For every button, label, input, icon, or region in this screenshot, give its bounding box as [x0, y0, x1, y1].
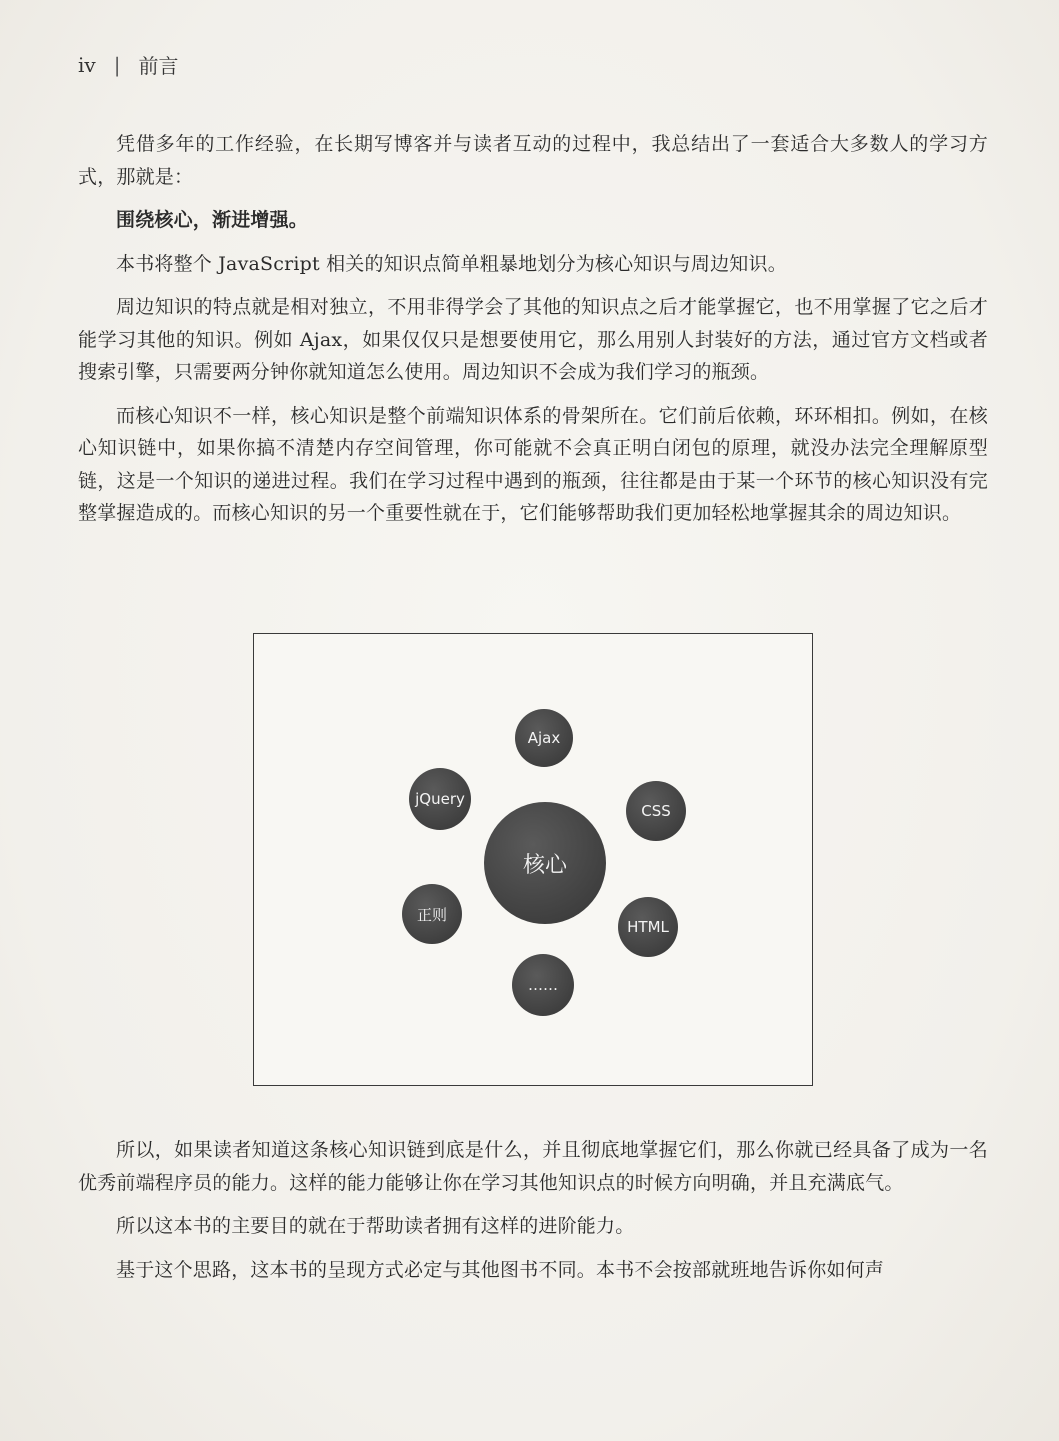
bubble-html: HTML — [618, 897, 678, 957]
core-knowledge-diagram — [253, 633, 813, 1086]
paragraph-purpose: 所以这本书的主要目的就在于帮助读者拥有这样的进阶能力。 — [116, 1215, 635, 1237]
bubble-css: CSS — [626, 781, 686, 841]
body-text-bottom — [78, 1134, 988, 1297]
bubble-more: …… — [512, 954, 574, 1016]
paragraph-division: 本书将整个 JavaScript 相关的知识点简单粗暴地划分为核心知识与周边知识。 — [116, 252, 787, 275]
running-head — [78, 50, 178, 79]
bubble-ajax: Ajax — [515, 709, 573, 767]
paragraph-intro: 凭借多年的工作经验，在长期写博客并与读者互动的过程中，我总结出了一套适合大多数人的学习方式，那就是： — [78, 133, 988, 188]
paragraph-peripheral: 周边知识的特点就是相对独立，不用非得学会了其他的知识点之后才能掌握它，也不用掌握了它之后才能学习其他的知识。例如 Ajax，如果仅仅只是想要使用它，那么用别人封装好的方法，通过官方文档或者搜索引擎，只需要两分钟你就知道怎么使用。周边知识不会成为我们学习的瓶颈。 — [78, 296, 988, 383]
body-text-top — [78, 128, 988, 541]
paragraph-motto: 围绕核心，渐进增强。 — [116, 209, 309, 231]
header-separator: | — [113, 52, 121, 77]
paragraph-approach: 基于这个思路，这本书的呈现方式必定与其他图书不同。本书不会按部就班地告诉你如何声 — [116, 1258, 885, 1281]
bubble-regex: 正则 — [402, 884, 462, 944]
page-number: iv — [78, 52, 96, 77]
paragraph-core: 而核心知识不一样，核心知识是整个前端知识体系的骨架所在。它们前后依赖，环环相扣。例如，在核心知识链中，如果你搞不清楚内存空间管理，你可能就不会真正明白闭包的原理，就没办法完全理解原型链，这是一个知识的递进过程。我们在学习过程中遇到的瓶颈，往往都是由于某一个环节的核心知识没有完整掌握造成的。而核心知识的另一个重要性就在于，它们能够帮助我们更加轻松地掌握其余的周边知识。 — [78, 404, 988, 524]
section-title: 前言 — [138, 54, 179, 78]
paragraph-conclusion: 所以，如果读者知道这条核心知识链到底是什么，并且彻底地掌握它们，那么你就已经具备了成为一名优秀前端程序员的能力。这样的能力能够让你在学习其他知识点的时候方向明确，并且充满底气。 — [78, 1139, 988, 1194]
bubble-core: 核心 — [484, 802, 606, 924]
bubble-jquery: jQuery — [409, 768, 471, 830]
